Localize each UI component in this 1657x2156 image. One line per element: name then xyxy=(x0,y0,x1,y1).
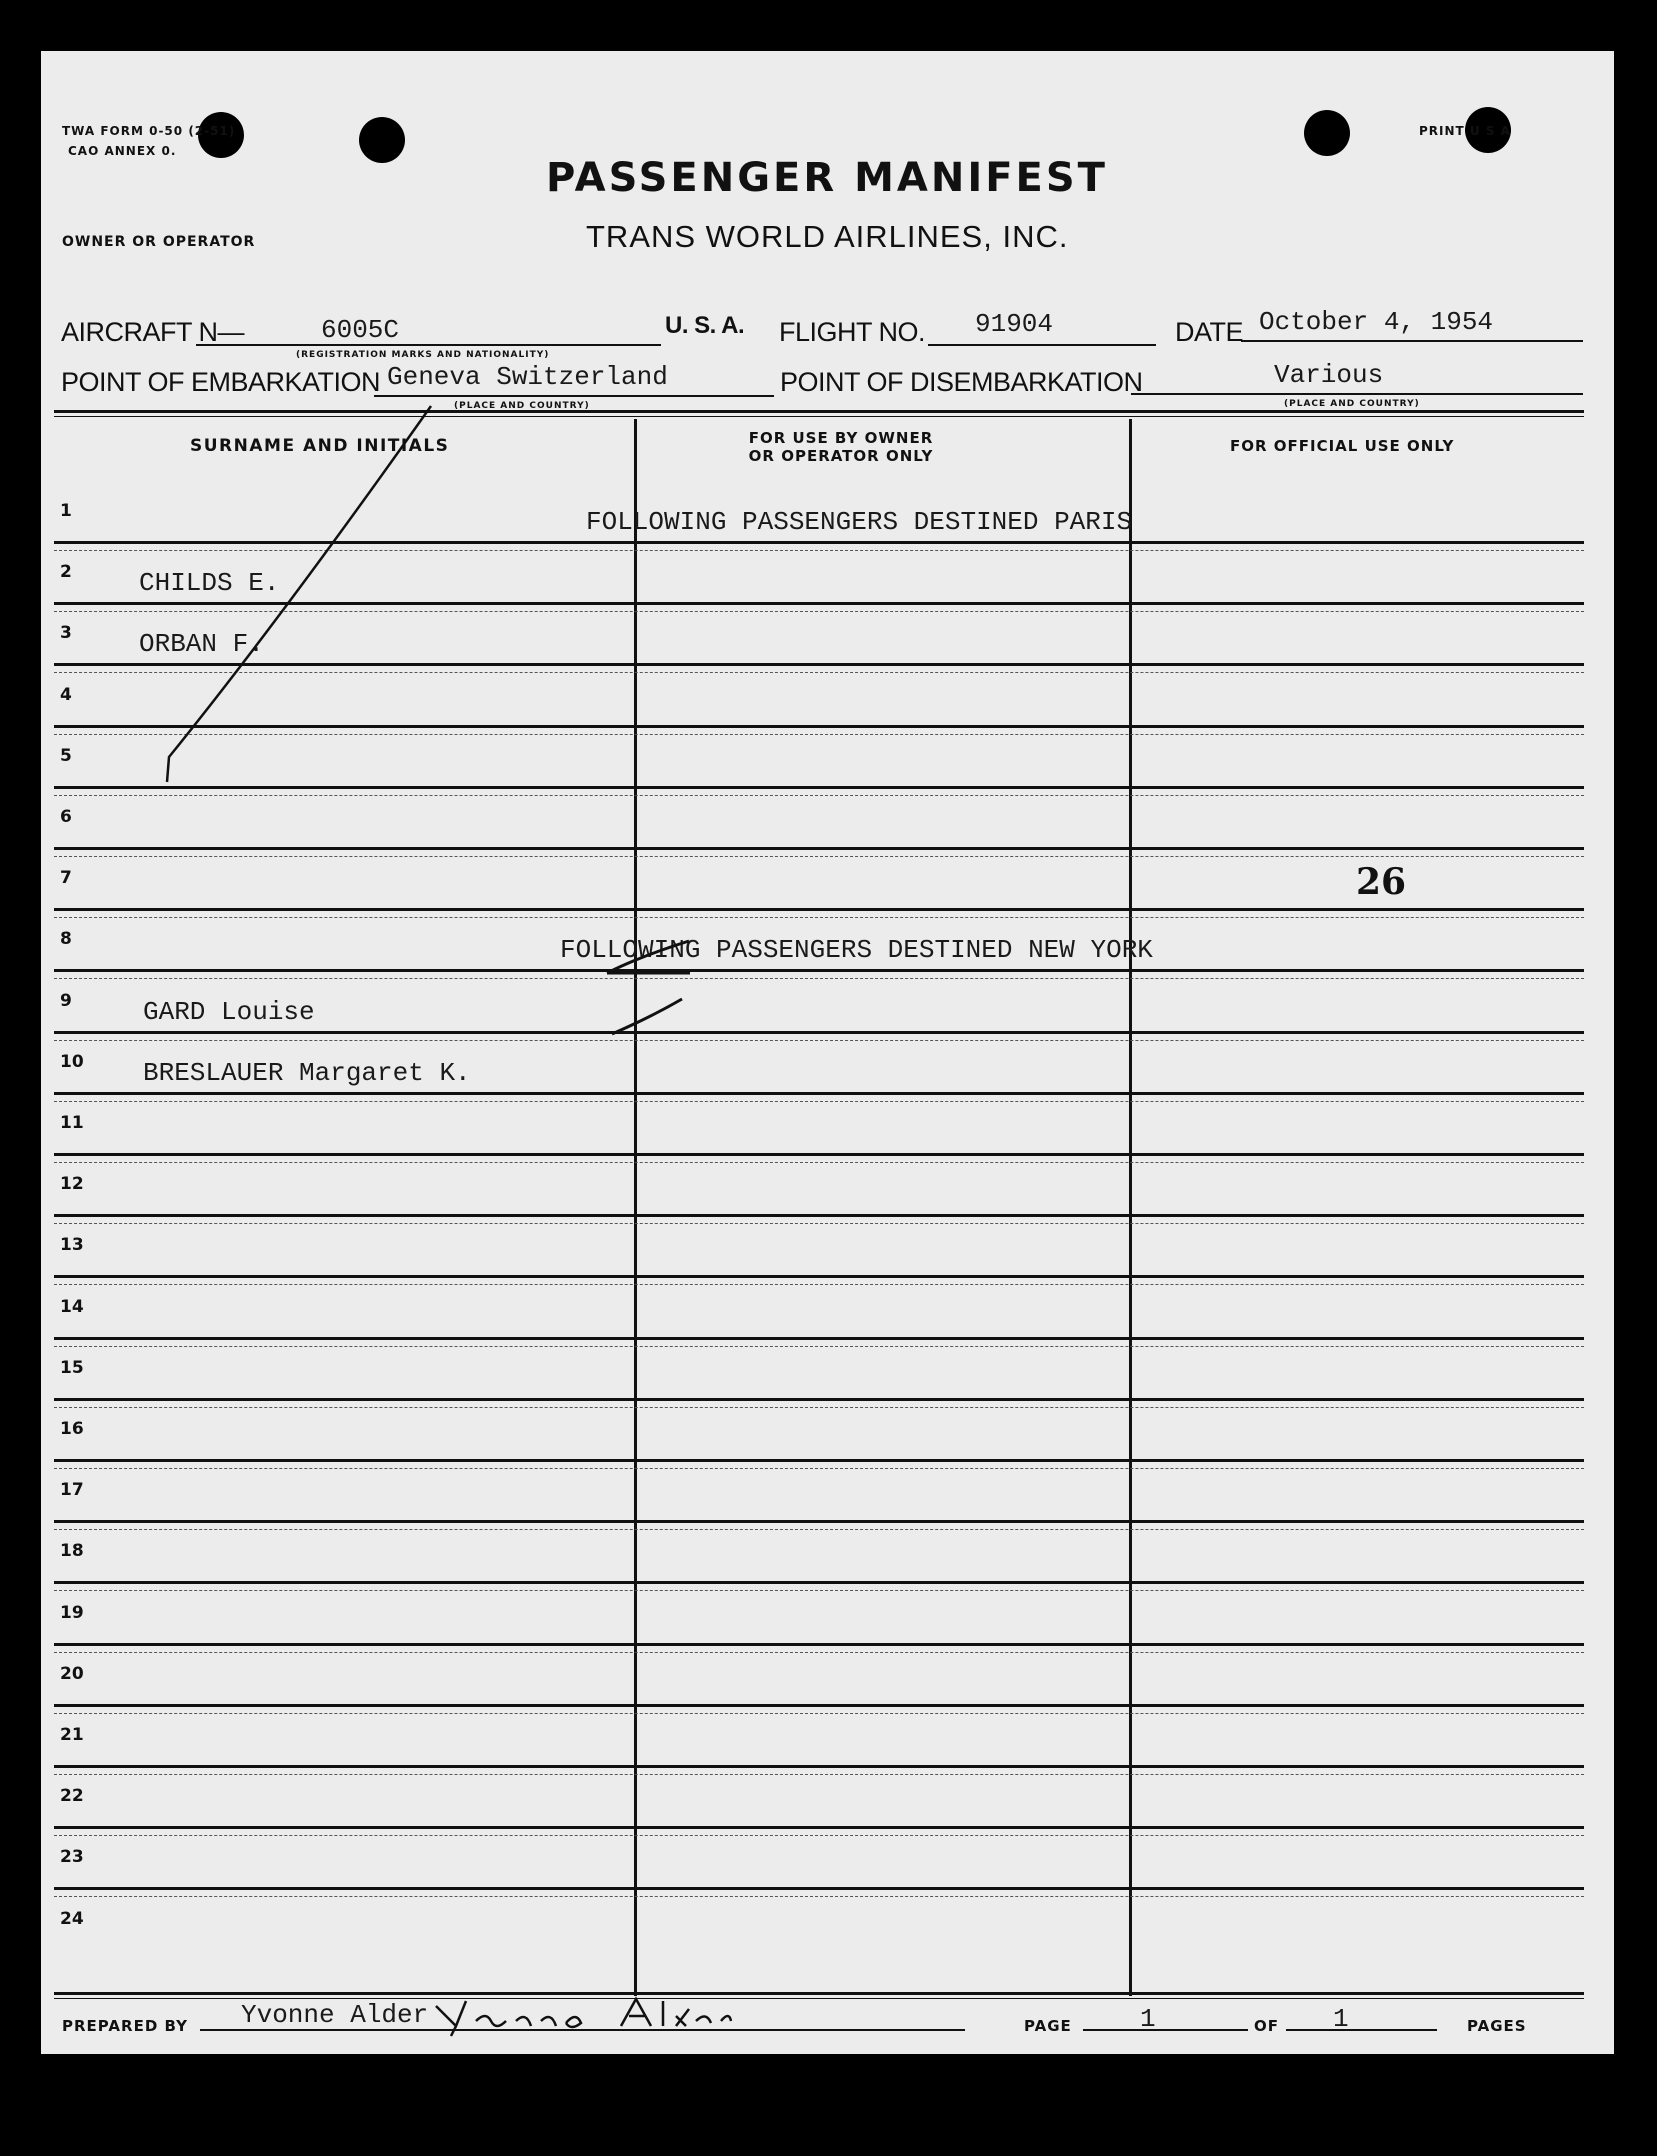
passenger-name: CHILDS E. xyxy=(139,568,280,598)
page-number: 1 xyxy=(1140,2004,1156,2034)
row-number: 2 xyxy=(60,562,72,582)
registration-note: (REGISTRATION MARKS AND NATIONALITY) xyxy=(296,350,550,360)
printed-usa: PRINT U S A xyxy=(1419,124,1511,138)
embarkation-value: Geneva Switzerland xyxy=(387,362,668,392)
row-number: 5 xyxy=(60,746,72,766)
aircraft-number: 6005C xyxy=(321,315,400,345)
passenger-name: BRESLAUER Margaret K. xyxy=(143,1058,471,1088)
pen-check-2 xyxy=(612,999,682,1034)
row-number: 16 xyxy=(60,1419,84,1439)
row-number: 10 xyxy=(60,1052,84,1072)
row-number: 20 xyxy=(60,1664,84,1684)
of-underline xyxy=(1286,2029,1437,2031)
row-number: 23 xyxy=(60,1847,84,1867)
row-number: 6 xyxy=(60,807,72,827)
embarkation-note: (PLACE AND COUNTRY) xyxy=(454,401,590,411)
date-value: October 4, 1954 xyxy=(1259,307,1494,337)
prepared-by-name: Yvonne Alder xyxy=(241,2000,429,2030)
page-label: PAGE xyxy=(1024,2017,1072,2035)
embarkation-label: POINT OF EMBARKATION xyxy=(61,367,381,397)
of-number: 1 xyxy=(1333,2004,1349,2034)
row-number: 21 xyxy=(60,1725,84,1745)
signature-scribble xyxy=(431,1991,801,2041)
flight-label: FLIGHT NO. xyxy=(779,317,926,347)
manifest-paper xyxy=(41,51,1614,2054)
company-name: TRANS WORLD AIRLINES, INC. xyxy=(586,219,1069,254)
row-number: 7 xyxy=(60,868,72,888)
pen-stroke-paris xyxy=(167,406,431,782)
row-number: 9 xyxy=(60,991,72,1011)
date-label: DATE xyxy=(1175,317,1244,347)
col-surname: SURNAME AND INITIALS xyxy=(190,436,450,456)
row-number: 14 xyxy=(60,1297,84,1317)
row-number: 24 xyxy=(60,1909,84,1929)
pages-label: PAGES xyxy=(1467,2017,1527,2035)
col-owner-use-line2: OR OPERATOR ONLY xyxy=(748,447,934,465)
row-number: 13 xyxy=(60,1235,84,1255)
passenger-name: ORBAN F. xyxy=(139,629,264,659)
pen-marks xyxy=(41,51,1614,2054)
row-number: 18 xyxy=(60,1541,84,1561)
row-number: 8 xyxy=(60,929,72,949)
aircraft-label: AIRCRAFT N— xyxy=(61,317,245,347)
owner-operator-label: OWNER OR OPERATOR xyxy=(62,234,256,250)
row-number: 22 xyxy=(60,1786,84,1806)
prepared-by-underline xyxy=(200,2029,965,2031)
handwritten-signature xyxy=(431,1991,801,2050)
row-number: 1 xyxy=(60,501,72,521)
flight-number: 91904 xyxy=(975,309,1054,339)
row-number: 12 xyxy=(60,1174,84,1194)
row-number: 11 xyxy=(60,1113,84,1133)
passenger-name: GARD Louise xyxy=(143,997,315,1027)
destination-note: FOLLOWING PASSENGERS DESTINED PARIS xyxy=(586,507,1133,537)
col-official: FOR OFFICIAL USE ONLY xyxy=(1230,437,1455,455)
disembarkation-value: Various xyxy=(1274,360,1384,390)
row-number: 4 xyxy=(60,685,72,705)
page-underline xyxy=(1083,2029,1248,2031)
usa-label: U. S. A. xyxy=(665,312,745,339)
row-number: 19 xyxy=(60,1603,84,1623)
disembarkation-note: (PLACE AND COUNTRY) xyxy=(1284,399,1420,409)
prepared-by-label: PREPARED BY xyxy=(62,2017,188,2035)
destination-note: FOLLOWING PASSENGERS DESTINED NEW YORK xyxy=(560,935,1153,965)
pen-check-1 xyxy=(607,941,690,973)
of-label: OF xyxy=(1254,2017,1279,2035)
cao-annex: CAO ANNEX 0. xyxy=(68,144,177,158)
page-title: PASSENGER MANIFEST xyxy=(546,155,1108,201)
row-number: 3 xyxy=(60,623,72,643)
row-number: 17 xyxy=(60,1480,84,1500)
form-number: TWA FORM 0-50 (2-51) xyxy=(62,124,236,138)
official-use-number: 26 xyxy=(1356,861,1407,903)
row-number: 15 xyxy=(60,1358,84,1378)
disembarkation-label: POINT OF DISEMBARKATION xyxy=(780,367,1143,397)
col-owner-use-line1: FOR USE BY OWNER xyxy=(748,429,934,447)
